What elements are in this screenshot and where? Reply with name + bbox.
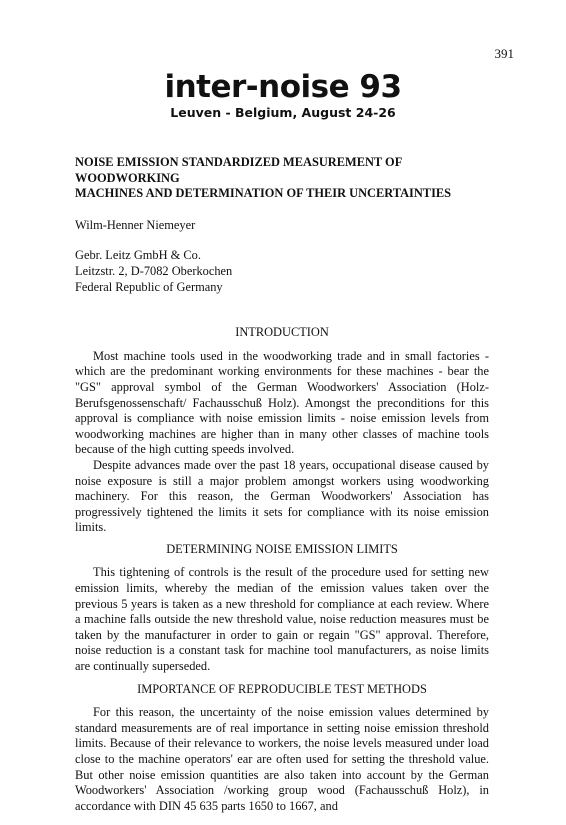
conference-location-date: Leuven - Belgium, August 24-26 [170,105,396,120]
body-paragraph: Most machine tools used in the woodworking trade and in small factories - which are the predominant working environments for these machines - bear the "GS" approval symbol of the German Woodworkers' Association (Holz-Berufsgenossenschaft/ Fachausschuß Holz). Amongst the preconditions for this approval is compliance with noise emission limits - noise emission levels from woodworking machines are higher than in many other classes of machine tools because of the high cutting speeds involved. [75,348,489,457]
paper-title [75,155,489,202]
section-heading-introduction: INTRODUCTION [235,325,329,340]
paper-title-line: NOISE EMISSION STANDARDIZED MEASUREMENT OF WOODWORKING [75,155,402,185]
body-paragraph: Despite advances made over the past 18 years, occupational disease caused by noise exposure is still a major problem amongst workers using woodworking machinery. For this reason, the German Woodworkers' Association has progressively tightened the limits it sets for compliance with its noise emission limits. [75,457,489,535]
body-paragraph: For this reason, the uncertainty of the noise emission values determined by standard measurements are of real importance in setting noise emission threshold limits. Because of their relevance to workers, the noise levels measured under load close to the machine operators' ear are often used for setting the threshold value. But other noise emission quantities are also taken into account by the German Woodworkers' Association /working group wood (Fachausschuß Holz), in accordance with DIN 45 635 parts 1650 to 1667, and [75,705,489,813]
affiliation-line: Gebr. Leitz GmbH & Co. [75,248,201,263]
body-paragraph: This tightening of controls is the result of the procedure used for setting new emission limits, whereby the median of the emission values taken over the previous 5 years is taken as a new threshold for compliance at each review. Where a machine falls outside the new threshold value, noise reduction measures must be taken by the manufacturer in order to gain or regain "GS" approval. Therefore, noise reduction is a constant task for machine tool manufacturers, as noise limits are continually superseded. [75,565,489,674]
author-name: Wilm-Henner Niemeyer [75,217,196,232]
conference-header [0,70,566,121]
affiliation-line: Leitzstr. 2, D-7082 Oberkochen [75,263,233,278]
section-heading-determining-limits: DETERMINING NOISE EMISSION LIMITS [166,541,398,556]
section-heading-test-methods: IMPORTANCE OF REPRODUCIBLE TEST METHODS [137,681,427,696]
paper-title-line: MACHINES AND DETERMINATION OF THEIR UNCERTAINTIES [75,186,452,201]
conference-logo-title: inter-noise 93 [164,69,402,105]
paper-body [75,155,489,814]
author-affiliation [75,248,489,295]
affiliation-line: Federal Republic of Germany [75,279,223,294]
page-number: 391 [494,46,514,61]
